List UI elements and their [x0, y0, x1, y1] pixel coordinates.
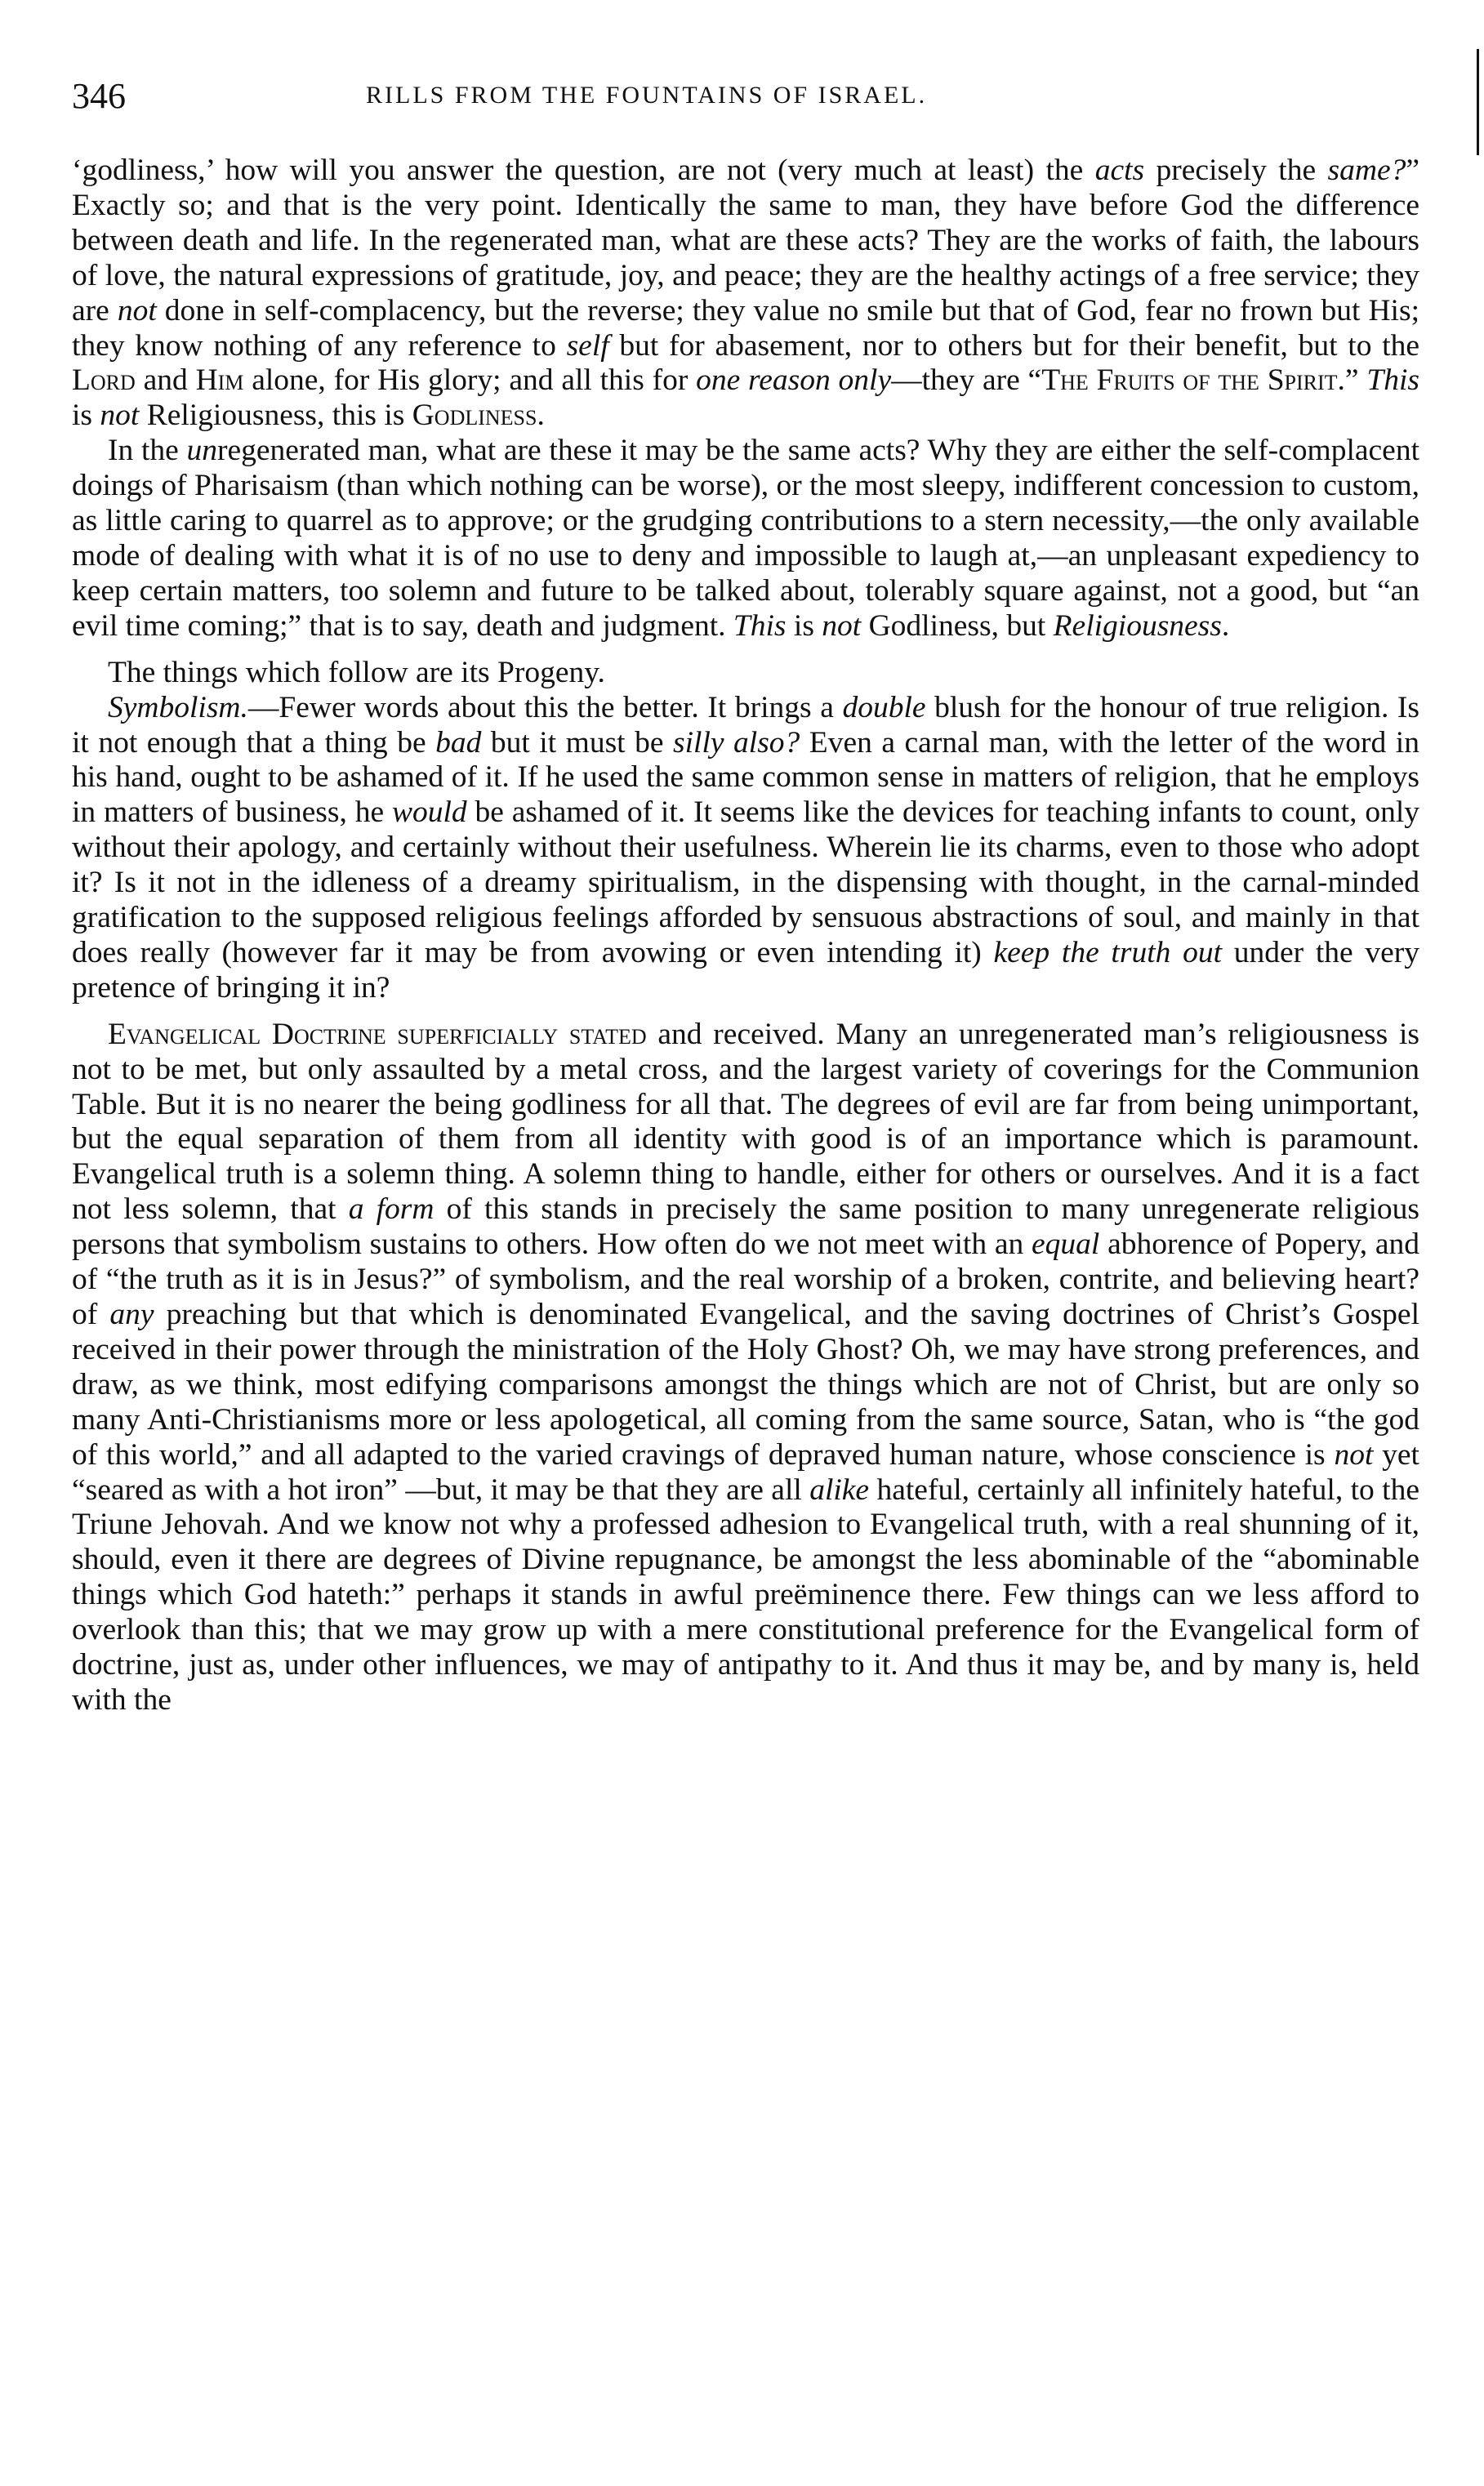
text-run: and received. Many an unregenerated man’s religiousness is not to be met, but only assaulted by a metal cross, and the largest variety of coverings for the Communion Table. But it is no nearer the being godliness for all that. The degrees of evil are far from being unimportant, but the equal separation of them from all identity with good is of an importance which is paramount. Evangelical truth is a solemn thing. A solemn thing to handle, either for others or ourselves. And it is a fact not less solemn, that	[72, 1017, 1419, 1227]
text-run: regenerated man, what are these it may be the same acts? Why they are either the self-complacent doings of Pharisaism (than which nothing can be worse), or the most sleepy, indifferent concession to custom, as little caring to quarrel as to approve; or the grudging contributions to a stern necessity,—the only available mode of dealing with what it is of no use to deny and impossible to laugh at,—an unpleasant expediency to keep certain matters, too solemn and future to be talked about, tolerably square against, not a good, but “an evil time coming;” that is to say, death and judgment.	[72, 434, 1419, 643]
italic-phrase: silly also?	[673, 725, 800, 760]
page-number: 346	[72, 76, 126, 116]
text-run: alone, for His glory; and all this for	[243, 363, 697, 398]
italic-phrase: Symbolism.	[108, 690, 248, 724]
running-title: RILLS FROM THE FOUNTAINS OF ISRAEL.	[366, 82, 928, 109]
running-head	[72, 75, 1419, 124]
italic-phrase: same?	[1327, 154, 1406, 187]
italic-phrase: double	[842, 690, 926, 724]
text-run: precisely the	[1144, 154, 1328, 187]
italic-phrase: un	[186, 434, 218, 468]
italic-phrase: a form	[348, 1192, 435, 1227]
italic-phrase: bad	[435, 725, 482, 760]
text-run: In the	[108, 434, 187, 468]
book-page	[72, 75, 1419, 1718]
italic-phrase: This	[733, 608, 787, 643]
text-run: but it must be	[481, 725, 674, 760]
text-run: ‘godliness,’ how will you answer the question, are not (very much at least) the	[72, 154, 1095, 187]
text-run: —Fewer words about this the better. It brings a	[247, 690, 843, 724]
italic-phrase: not	[822, 608, 862, 643]
text-run: .	[1221, 608, 1230, 643]
italic-phrase: acts	[1094, 154, 1145, 187]
italic-phrase: not	[100, 399, 140, 433]
text-run: be ashamed of it. It seems like the devices for teaching infants to count, only without their apology, and certainly without their usefulness. Wherein lie its charms, even to those who adopt it? Is it not in the idleness of a dreamy spiritualism, in the dispensing with thought, in the carnal-minded gratification to the supposed religious feelings afforded by sensuous abstractions of soul, and mainly in that does really (however far it may be from avowing or even intending it)	[72, 795, 1419, 969]
text-run: Religiousness, this is	[139, 399, 412, 433]
italic-phrase: not	[1334, 1437, 1374, 1472]
italic-phrase: self	[566, 328, 609, 363]
paragraph-progeny	[72, 656, 1419, 691]
italic-phrase: alike	[809, 1472, 870, 1507]
text-run: is	[72, 399, 100, 433]
text-run: —they are “	[891, 363, 1042, 398]
paragraph-godliness-acts	[72, 154, 1419, 434]
text-run: under the very pretence of bringing it in?	[72, 935, 1419, 1005]
text-run: and	[135, 363, 196, 398]
italic-phrase: one reason only	[696, 363, 892, 398]
italic-phrase: any	[109, 1298, 154, 1331]
italic-phrase: This	[1366, 363, 1419, 398]
page-edge-rule	[1477, 49, 1479, 155]
text-run: The things which follow are its Progeny.	[108, 655, 605, 689]
text-run: Even a carnal man, with the letter of the word in his hand, ought to be ashamed of it. If he used the same common sense in matters of religion, that he employs in matters of business, he	[72, 725, 1419, 830]
small-caps-phrase: Godliness	[412, 399, 537, 433]
text-run: of this stands in precisely the same position to many unregenerate religious persons that symbolism sustains to others. How often do we not meet with an	[72, 1192, 1420, 1262]
italic-phrase: would	[391, 795, 467, 830]
italic-phrase: not	[117, 293, 157, 327]
small-caps-phrase: The Fruits of the Spirit	[1041, 363, 1338, 398]
paragraph-evangelical-doctrine	[72, 1018, 1419, 1718]
text-run: but for abasement, nor to others but for their benefit, but to the	[608, 328, 1419, 363]
small-caps-phrase: Him	[195, 363, 244, 398]
text-run: done in self-complacency, but the reverse; they value no smile but that of God, fear no frown but His; they know nothing of any reference to	[72, 293, 1419, 363]
italic-phrase: keep the truth out	[993, 935, 1223, 969]
italic-phrase: equal	[1032, 1227, 1100, 1262]
text-run: .	[537, 399, 545, 433]
text-run: .”	[1337, 363, 1367, 398]
text-run: Godliness, but	[861, 608, 1054, 643]
text-run: ” Exactly so; and that is the very point. Identically the same to man, they have before God the difference between death and life. In the regenerated man, what are these acts? They are the works of faith, the labours of love, the natural expressions of gratitude, joy, and peace; they are the healthy actings of a free service; they are	[72, 154, 1419, 327]
text-run: is	[786, 608, 822, 643]
text-run: blush for the honour of true religion. Is it not enough that a thing be	[72, 690, 1420, 760]
text-run: hateful, certainly all infinitely hateful, to the Triune Jehovah. And we know not why a professed adhesion to Evangelical truth, with a real shunning of it, should, even it there are degrees of Divine repugnance, be amongst the less abominable of the “abominable things which God hateth:” perhaps it stands in awful preëminence there. Few things can we less afford to overlook than this; that we may grow up with a mere constitutional preference for the Evangelical form of doctrine, just as, under other influences, we may of antipathy to it. And thus it may be, and by many is, held with the	[72, 1472, 1419, 1717]
body-text	[72, 154, 1419, 1718]
small-caps-phrase: Evangelical Doctrine superficially stated	[108, 1017, 647, 1051]
text-run: abhorence of Popery, and of “the truth as it is in Jesus?” of symbolism, and the real worship of a broken, contrite, and believing heart? of	[72, 1227, 1419, 1331]
paragraph-unregenerated-man	[72, 434, 1419, 644]
text-run: yet “seared as with a hot iron” —but, it may be that they are all	[72, 1437, 1419, 1507]
small-caps-phrase: Lord	[72, 363, 136, 398]
italic-phrase: Religiousness	[1053, 608, 1222, 643]
text-run: preaching but that which is denominated Evangelical, and the saving doctrines of Christ’s Gospel received in their power through the ministration of the Holy Ghost? Oh, we may have strong preferences, and draw, as we think, most edifying comparisons amongst the things which are not of Christ, but are only so many Anti-Christianisms more or less apologetical, all coming from the same source, Satan, who is “the god of this world,” and all adapted to the varied cravings of depraved human nature, whose conscience is	[72, 1298, 1419, 1472]
paragraph-symbolism	[72, 691, 1419, 1006]
